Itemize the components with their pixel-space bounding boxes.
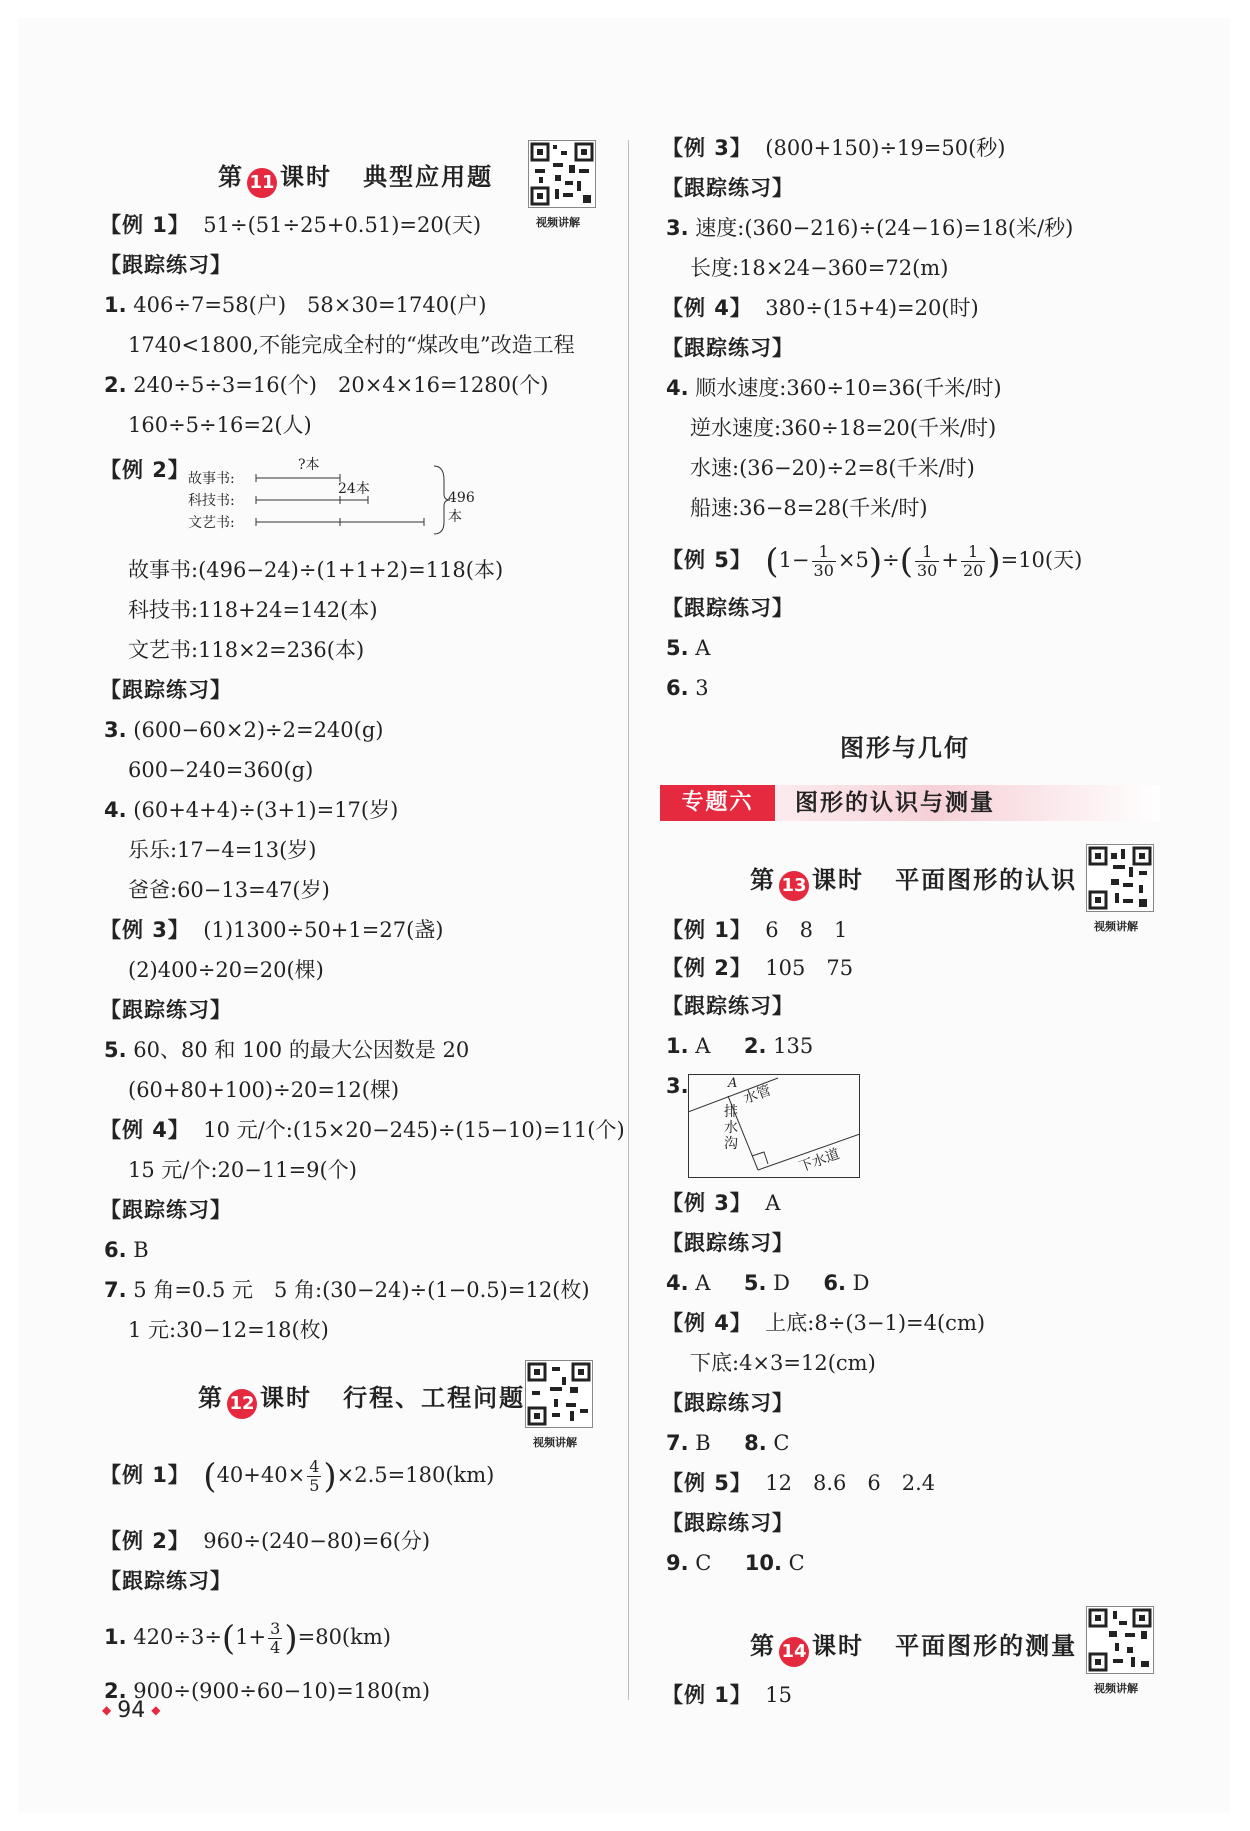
numerator: 1 — [818, 542, 829, 561]
qr-caption: 视频讲解 — [1094, 1682, 1138, 1695]
answer-7-b: 1 元:30−12=18(枚) — [128, 1318, 329, 1342]
label: 【例 4】 — [100, 1118, 190, 1142]
numerator: 4 — [309, 1457, 320, 1476]
answer: 60、80 和 100 的最大公因数是 20 — [133, 1038, 470, 1062]
pipe-diagram — [688, 1074, 860, 1178]
answer: 10 元/个:(15×20−245)÷(15−10)=11(个) — [203, 1118, 625, 1142]
diagram-label-story: 故事书: — [188, 471, 235, 487]
sewer-label: 下水道 — [796, 1146, 842, 1176]
example-4-b: 15 元/个:20−11=9(个) — [128, 1158, 357, 1182]
answer: C — [695, 1551, 712, 1575]
label: 【例 5】 — [662, 1471, 752, 1495]
expr-part: ×5 — [837, 548, 869, 572]
answer: B — [133, 1238, 149, 1262]
follow-heading: 【跟踪练习】 — [100, 998, 232, 1022]
fraction — [961, 543, 985, 580]
denominator: 20 — [962, 561, 984, 580]
lesson-12-example-2 — [100, 1526, 430, 1556]
qr-code-icon[interactable] — [1086, 1606, 1154, 1674]
diagram-lines — [188, 460, 488, 540]
qr-caption: 视频讲解 — [1094, 920, 1138, 933]
diagram-question: ?本 — [298, 457, 320, 473]
answer: A — [765, 1191, 781, 1215]
fraction — [812, 543, 836, 580]
label: 【例 4】 — [662, 1311, 752, 1335]
diagram-label-art: 文艺书: — [188, 515, 235, 531]
label: 【例 4】 — [662, 296, 752, 320]
lesson-number-badge: 11 — [247, 168, 277, 198]
lesson-number-badge: 12 — [227, 1389, 257, 1419]
expr-part: + — [941, 548, 959, 572]
answer: D — [773, 1271, 790, 1295]
lesson-13-example-1 — [662, 915, 847, 945]
lesson-13-answer-3: 3. — [666, 1074, 689, 1098]
lesson-prefix: 第 — [750, 866, 776, 894]
lesson-13-example-4 — [662, 1308, 985, 1338]
lesson-suffix: 课时 — [812, 1632, 864, 1660]
example-4-right — [662, 293, 979, 323]
ditch-label: 排水沟 — [724, 1104, 738, 1152]
numerator: 1 — [922, 542, 933, 561]
expr-part: 1+ — [235, 1625, 267, 1649]
lesson-13-example-2 — [662, 953, 853, 983]
example-2-a: 故事书:(496−24)÷(1+1+2)=118(本) — [128, 558, 504, 582]
page-number — [96, 1698, 166, 1723]
point-a-label: A — [728, 1076, 738, 1091]
answer: 105 75 — [765, 956, 854, 980]
answer-4: 4. (60+4+4)÷(3+1)=17(岁) — [104, 798, 399, 822]
label: 【例 5】 — [662, 548, 752, 572]
lesson-suffix: 课时 — [280, 163, 332, 191]
answer: (800+150)÷19=50(秒) — [765, 136, 1006, 160]
answer-4-right-b: 逆水速度:360÷18=20(千米/时) — [690, 416, 997, 440]
answer: 406÷7=58(户) 58×30=1740(户) — [133, 293, 487, 317]
answer: 上底:8÷(3−1)=4(cm) — [765, 1311, 986, 1335]
answer: A — [695, 1034, 711, 1058]
example-3 — [100, 915, 443, 945]
lesson-suffix: 课时 — [812, 866, 864, 894]
answer: 速度:(360−216)÷(24−16)=18(米/秒) — [695, 216, 1074, 240]
answer-6-right: 6. 3 — [666, 676, 709, 700]
follow-heading: 【跟踪练习】 — [100, 1569, 232, 1593]
lesson-13-answers-7-8: 7. B 8. C — [666, 1431, 790, 1455]
denominator: 30 — [813, 561, 834, 580]
label: 【例 2】 — [662, 956, 752, 980]
answer: 5 角=0.5 元 5 角:(30−24)÷(1−0.5)=12(枚) — [133, 1278, 590, 1302]
answer: 3 — [695, 676, 709, 700]
lesson-12-example-1: 【例 1】 (40+40× $\frac{4}{5}$ )×2.5=180(km) — [100, 1456, 495, 1497]
section-title: 图形的认识与测量 — [795, 790, 995, 816]
answer-1: 1. 406÷7=58(户) 58×30=1740(户) — [104, 293, 487, 317]
follow-heading: 【跟踪练习】 — [100, 678, 232, 702]
example-3-b: (2)400÷20=20(棵) — [128, 958, 324, 982]
answer-3-b: 600−240=360(g) — [128, 758, 314, 782]
numerator: 1 — [968, 542, 979, 561]
denominator: 4 — [270, 1638, 281, 1657]
answer: C — [773, 1431, 790, 1455]
example-2-b: 科技书:118+24=142(本) — [128, 598, 378, 622]
lesson-13-answers-1-2: 1. A 2. 135 — [666, 1034, 814, 1058]
lesson-13-answers-9-10: 9. C 10. C — [666, 1551, 805, 1575]
follow-heading: 【跟踪练习】 — [662, 176, 794, 200]
answer: (1)1300÷50+1=27(盏) — [203, 918, 444, 942]
qr-code-icon[interactable] — [1086, 844, 1154, 912]
label: 【例 1】 — [662, 1683, 752, 1707]
answer-7: 7. 5 角=0.5 元 5 角:(30−24)÷(1−0.5)=12(枚) — [104, 1278, 590, 1302]
lesson-prefix: 第 — [750, 1632, 776, 1660]
expr-part: =10(天) — [1000, 548, 1083, 572]
follow-heading: 【跟踪练习】 — [662, 1511, 794, 1535]
lesson-name: 平面图形的认识 — [895, 866, 1078, 894]
answer-3-right: 3. 速度:(360−216)÷(24−16)=18(米/秒) — [666, 216, 1074, 240]
lesson-13-title — [750, 860, 1077, 901]
answer-5-right: 5. A — [666, 636, 711, 660]
answer-3-right-b: 长度:18×24−360=72(m) — [690, 256, 949, 280]
label: 【例 3】 — [100, 918, 190, 942]
label: 【例 1】 — [100, 1463, 190, 1487]
answer: 135 — [773, 1034, 814, 1058]
expr-part: =80(km) — [297, 1625, 391, 1649]
lesson-prefix: 第 — [198, 1384, 224, 1412]
answer: 240÷5÷3=16(个) 20×4×16=1280(个) — [133, 373, 549, 397]
diamond-icon: ◆ — [151, 1703, 161, 1717]
lesson-13-example-5 — [662, 1468, 935, 1498]
follow-heading: 【跟踪练习】 — [100, 1198, 232, 1222]
answer: 15 — [765, 1683, 793, 1707]
diagram-total: 496本 — [448, 490, 475, 525]
answer: 380÷(15+4)=20(时) — [765, 296, 979, 320]
example-5-right: 【例 5】 (1− $\frac{1}{30}$ ×5)÷( $\frac{1}{30}$ + $\frac{1}{20}$ )=10(天) — [662, 541, 1083, 582]
diamond-icon: ◆ — [102, 1703, 112, 1717]
answer-3: 3. (600−60×2)÷2=240(g) — [104, 718, 384, 742]
answer: 900÷(900÷60−10)=180(m) — [133, 1679, 431, 1703]
lesson-12-title — [198, 1378, 525, 1419]
diagram-label-science: 科技书: — [188, 493, 235, 509]
lesson-name: 行程、工程问题 — [343, 1384, 526, 1412]
label: 【例 1】 — [662, 918, 752, 942]
example-1 — [100, 210, 481, 240]
follow-heading: 【跟踪练习】 — [662, 1231, 794, 1255]
follow-heading: 【跟踪练习】 — [662, 596, 794, 620]
lesson-12-answer-2: 2. 900÷(900÷60−10)=180(m) — [104, 1679, 431, 1703]
expr-part: ÷ — [882, 548, 900, 572]
lesson-number-badge: 14 — [779, 1637, 809, 1667]
example-3-right — [662, 133, 1005, 163]
diagram-difference: 24本 — [338, 481, 370, 497]
denominator: 5 — [309, 1476, 320, 1495]
example-2-c: 文艺书:118×2=236(本) — [128, 638, 365, 662]
answer: 12 8.6 6 2.4 — [765, 1471, 936, 1495]
example-4 — [100, 1115, 625, 1145]
denominator: 30 — [917, 561, 938, 580]
answer: D — [852, 1271, 870, 1295]
answer-2-b: 160÷5÷16=2(人) — [128, 413, 312, 437]
expr-part: 1− — [778, 548, 810, 572]
lesson-name: 平面图形的测量 — [895, 1632, 1078, 1660]
answer: 6 8 1 — [765, 918, 848, 942]
fraction — [915, 543, 939, 580]
lesson-14-title — [750, 1626, 1077, 1667]
answer: A — [695, 1271, 711, 1295]
answer: A — [695, 636, 711, 660]
answer-5-b: (60+80+100)÷20=12(棵) — [128, 1078, 400, 1102]
answer-4-right-c: 水速:(36−20)÷2=8(千米/时) — [690, 456, 975, 480]
follow-heading: 【跟踪练习】 — [662, 336, 794, 360]
answer-4-right: 4. 顺水速度:360÷10=36(千米/时) — [666, 376, 1002, 400]
answer-6: 6. B — [104, 1238, 149, 1262]
follow-heading: 【跟踪练习】 — [662, 1391, 794, 1415]
qr-code-icon[interactable] — [528, 140, 596, 208]
answer: (600−60×2)÷2=240(g) — [133, 718, 384, 742]
expr-part: ×2.5=180(km) — [336, 1463, 495, 1487]
qr-code-icon[interactable] — [525, 1360, 593, 1428]
unit-title: 图形与几何 — [840, 734, 970, 762]
lesson-13-answers-4-6: 4. A 5. D 6. D — [666, 1271, 870, 1295]
lesson-14-example-1 — [662, 1680, 792, 1710]
label: 【例 3】 — [662, 1191, 752, 1215]
answer: 51÷(51÷25+0.51)=20(天) — [203, 213, 482, 237]
label: 【例 2】 — [100, 1529, 190, 1553]
follow-heading: 【跟踪练习】 — [100, 253, 232, 277]
segment-diagram — [188, 457, 488, 540]
answer-4-c: 爸爸:60−13=47(岁) — [128, 878, 330, 902]
qr-caption: 视频讲解 — [536, 216, 580, 229]
answer-1-b: 1740<1800,不能完成全村的“煤改电”改造工程 — [128, 333, 575, 357]
answer-4-right-d: 船速:36−8=28(千米/时) — [690, 496, 928, 520]
answer: 960÷(240−80)=6(分) — [203, 1529, 431, 1553]
follow-heading: 【跟踪练习】 — [662, 994, 794, 1018]
lesson-13-example-3 — [662, 1188, 780, 1218]
fraction — [268, 1620, 282, 1657]
label: 【例 1】 — [100, 213, 190, 237]
section-tag: 专题六 — [660, 785, 775, 821]
lesson-11-title — [218, 157, 493, 198]
lesson-13-example-4-b: 下底:4×3=12(cm) — [690, 1351, 876, 1375]
lesson-12-answer-1: 1. 420÷3÷(1+ $\frac{3}{4}$ )=80(km) — [104, 1618, 391, 1659]
example-2 — [100, 455, 190, 485]
lesson-suffix: 课时 — [260, 1384, 312, 1412]
label: 【例 2】 — [100, 458, 190, 482]
expr-part: 40+40× — [216, 1463, 306, 1487]
page-number-text: 94 — [117, 1698, 146, 1723]
pipe-label: 水管 — [741, 1082, 774, 1108]
answer: 顺水速度:360÷10=36(千米/时) — [695, 376, 1002, 400]
lesson-name: 典型应用题 — [363, 163, 494, 191]
lesson-number-badge: 13 — [779, 871, 809, 901]
answer: (60+4+4)÷(3+1)=17(岁) — [133, 798, 399, 822]
answer-4-b: 乐乐:17−4=13(岁) — [128, 838, 317, 862]
fraction — [307, 1458, 321, 1495]
numerator: 3 — [270, 1619, 281, 1638]
answer: C — [788, 1551, 805, 1575]
answer-5: 5. 60、80 和 100 的最大公因数是 20 — [104, 1038, 470, 1062]
lesson-prefix: 第 — [218, 163, 244, 191]
qr-caption: 视频讲解 — [533, 1436, 577, 1449]
expr-part: 420÷3÷ — [133, 1625, 222, 1649]
answer: B — [695, 1431, 711, 1455]
answer-2: 2. 240÷5÷3=16(个) 20×4×16=1280(个) — [104, 373, 549, 397]
column-divider — [628, 140, 629, 1700]
label: 【例 3】 — [662, 136, 752, 160]
